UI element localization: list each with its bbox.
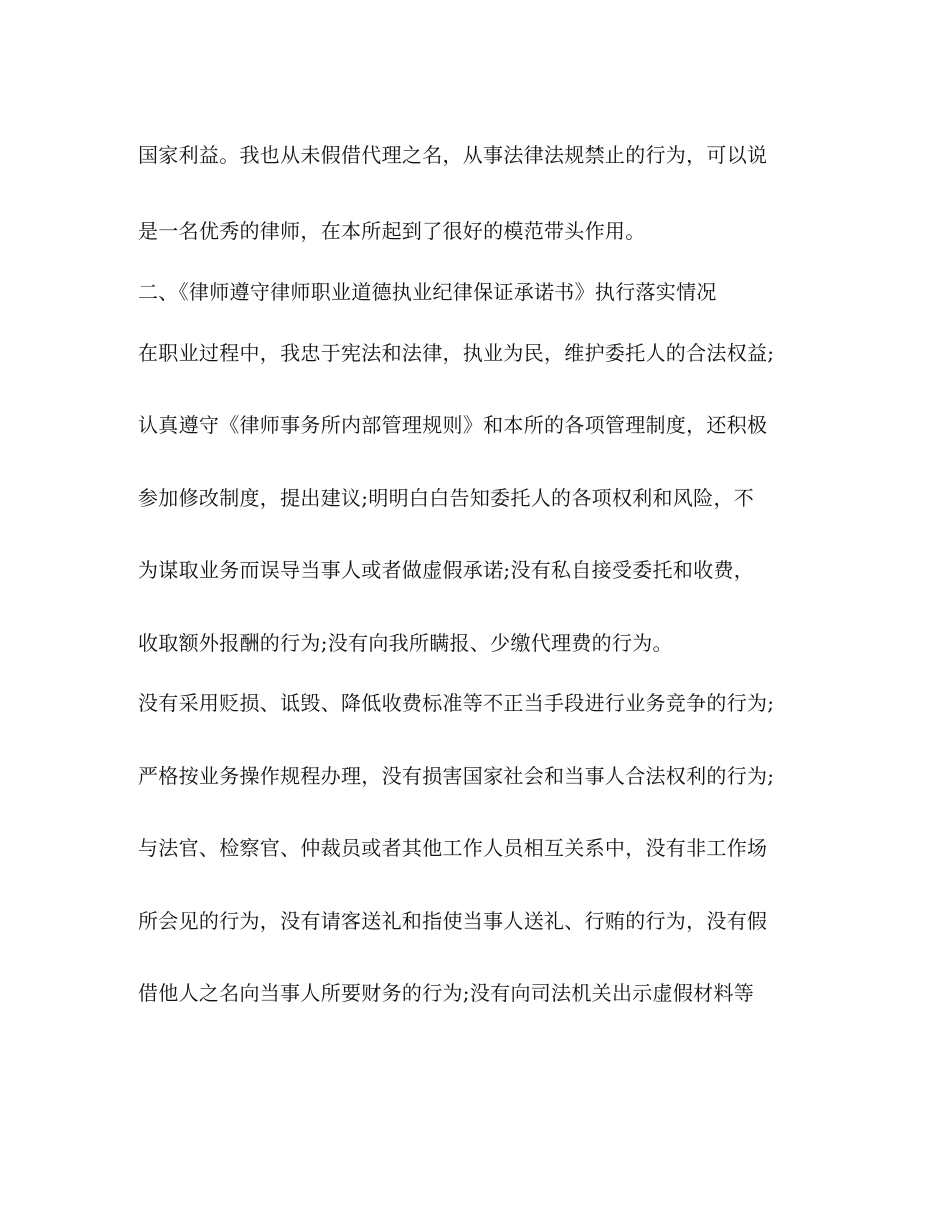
text-line: 严格按业务操作规程办理，没有损害国家社会和当事人合法权利的行为;: [138, 764, 775, 788]
text-line: 借他人之名向当事人所要财务的行为;没有向司法机关出示虚假材料等: [138, 981, 755, 1005]
text-line: 参加修改制度，提出建议;明明白白告知委托人的各项权利和风险，不: [138, 486, 755, 510]
text-line: 没有采用贬损、诋毁、降低收费标准等不正当手段进行业务竞争的行为;: [138, 691, 775, 715]
text-line: 在职业过程中，我忠于宪法和法律，执业为民，维护委托人的合法权益;: [138, 341, 775, 365]
text-line: 为谋取业务而误导当事人或者做虚假承诺;没有私自接受委托和收费，: [138, 558, 755, 582]
text-line: 与法官、检察官、仲裁员或者其他工作人员相互关系中，没有非工作场: [138, 836, 768, 860]
text-line: 认真遵守《律师事务所内部管理规则》和本所的各项管理制度，还积极: [138, 413, 768, 437]
text-line: 国家利益。我也从未假借代理之名，从事法律法规禁止的行为，可以说: [138, 143, 768, 167]
text-line: 所会见的行为，没有请客送礼和指使当事人送礼、行贿的行为，没有假: [138, 909, 768, 933]
text-line: 收取额外报酬的行为;没有向我所瞒报、少缴代理费的行为。: [138, 631, 673, 655]
text-line: 是一名优秀的律师，在本所起到了很好的模范带头作用。: [138, 219, 646, 243]
section-heading: 二、《律师遵守律师职业道德执业纪律保证承诺书》执行落实情况: [138, 280, 717, 304]
